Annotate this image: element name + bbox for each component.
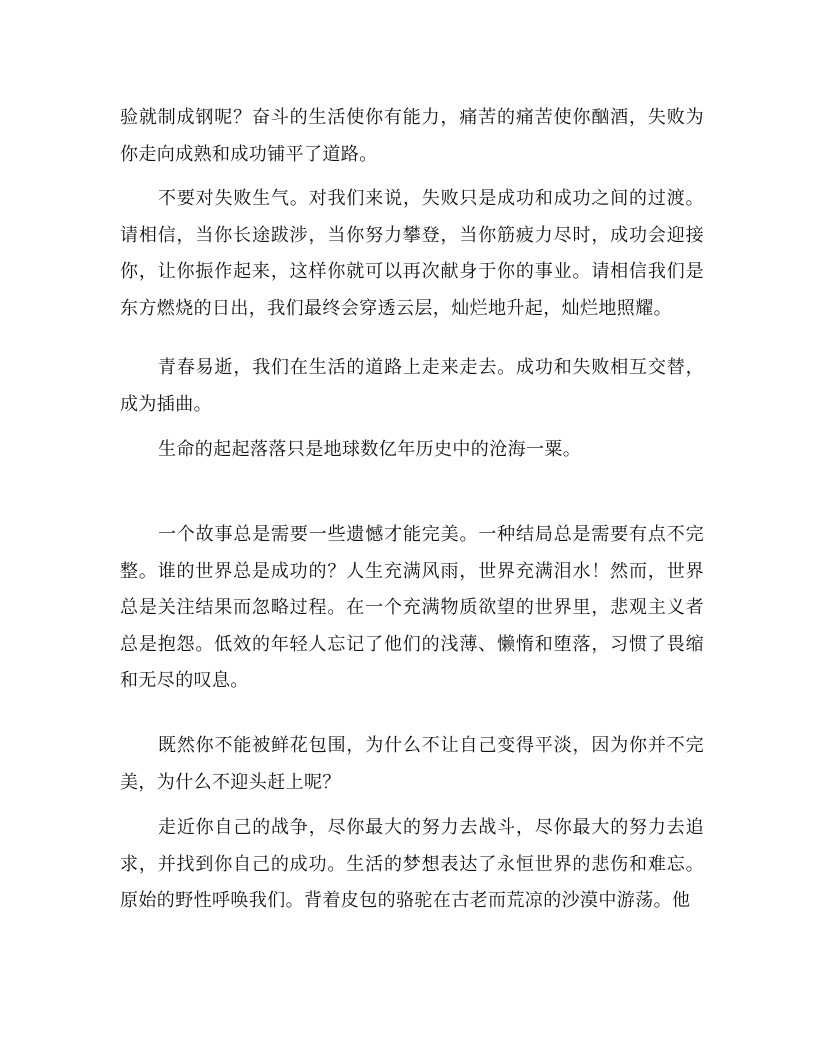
paragraph-1: 验就制成钢呢？奋斗的生活使你有能力，痛苦的痛苦使你酗酒，失败为你走向成熟和成功铺平了道路。 [120, 107, 704, 165]
paragraph-2: 不要对失败生气。对我们来说，失败只是成功和成功之间的过渡。请相信，当你长途跋涉，当你努力攀登，当你筋疲力尽时，成功会迎接你，让你振作起来，这样你就可以再次献身于你的事业。请相信我们是东方燃烧的日出，我们最终会穿透云层，灿烂地升起，灿烂地照耀。 [120, 188, 704, 319]
paragraph-7: 走近你自己的战争，尽你最大的努力去战斗，尽你最大的努力去追求，并找到你自己的成功。生活的梦想表达了永恒世界的悲伤和难忘。原始的野性呼唤我们。背着皮包的骆驼在古老而荒凉的沙漠中游荡。他 [120, 817, 704, 911]
paragraph-3: 青春易逝，我们在生活的道路上走来走去。成功和失败相互交替，成为插曲。 [120, 357, 704, 415]
paragraph-5: 一个故事总是需要一些遗憾才能完美。一种结局总是需要有点不完整。谁的世界总是成功的？人生充满风雨，世界充满泪水！然而，世界总是关注结果而忽略过程。在一个充满物质欲望的世界里，悲观主义者总是抱怨。低效的年轻人忘记了他们的浅薄、懒惰和堕落，习惯了畏缩和无尽的叹息。 [120, 524, 704, 691]
paragraph-6: 既然你不能被鲜花包围，为什么不让自己变得平淡，因为你并不完美，为什么不迎头赶上呢？ [120, 735, 704, 793]
paragraph-4: 生命的起起落落只是地球数亿年历史中的沧海一粟。 [158, 439, 582, 460]
